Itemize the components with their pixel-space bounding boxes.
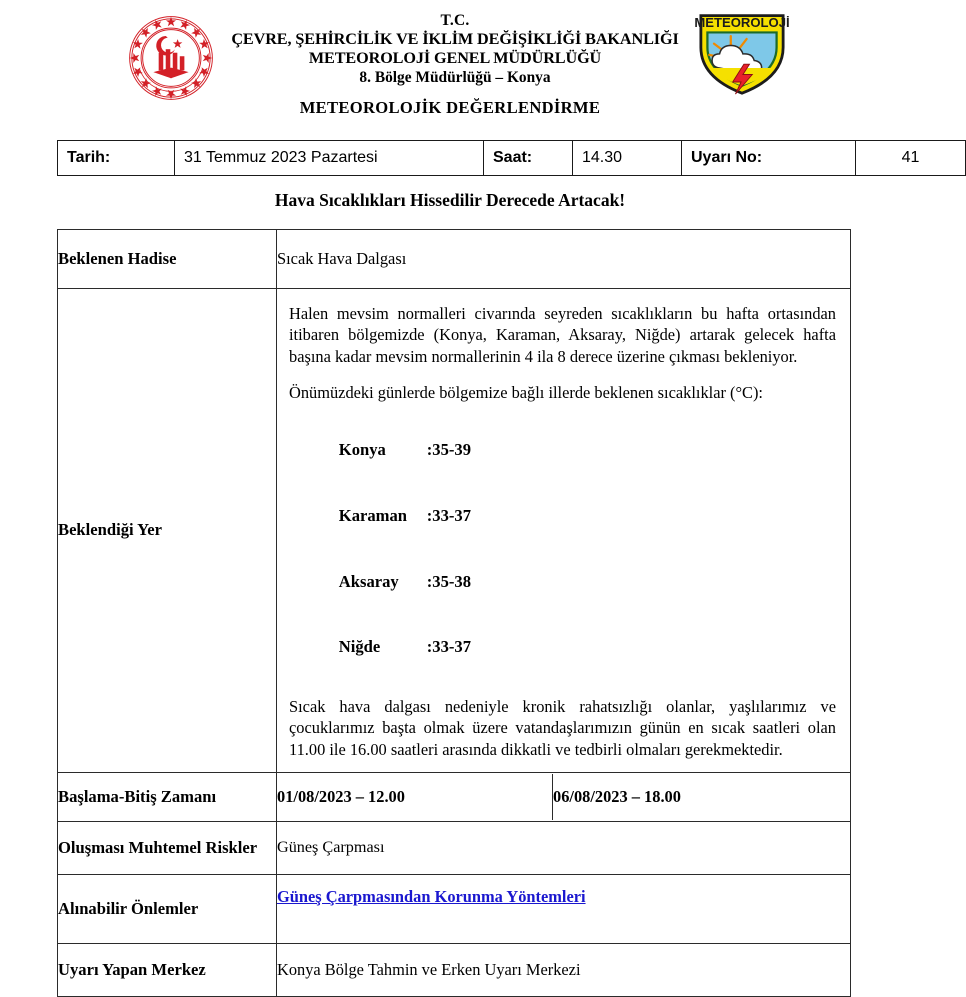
- table-row-merkez: [58, 943, 851, 996]
- yer-label: Beklendiği Yer: [58, 289, 277, 773]
- precautions-link[interactable]: Güneş Çarpmasından Korunma Yöntemleri: [277, 886, 586, 906]
- header-line-ministry: ÇEVRE, ŞEHİRCİLİK VE İKLİM DEĞİŞİKLİĞİ BAKANLIĞI: [231, 30, 679, 49]
- riskler-value: Güneş Çarpması: [277, 821, 851, 874]
- header-line-directorate: METEOROLOJİ GENEL MÜDÜRLÜĞÜ: [308, 49, 602, 68]
- zaman-values: [277, 772, 851, 821]
- uyari-no-label: Uyarı No:: [682, 141, 856, 176]
- yer-paragraph-3: Sıcak hava dalgası nedeniyle kronik rahatsızlığı olanlar, yaşlılarımız ve çocuklarımız başta olmak üzere vatandaşlarımızın günün en sıcak saatleri olan 11.00 ile 16.00 saatleri arasında dikkatli ve tedbirli olmaları gerekmektedir.: [289, 697, 836, 759]
- zaman-start: 01/08/2023 – 12.00: [277, 774, 553, 820]
- city-temp: :33-37: [426, 505, 472, 525]
- table-row-riskler: [58, 821, 851, 874]
- zaman-label: Başlama-Bitiş Zamanı: [58, 772, 277, 821]
- city-row: [289, 614, 836, 680]
- yer-content: [277, 289, 851, 773]
- tarih-value: 31 Temmuz 2023 Pazartesi: [175, 141, 484, 176]
- city-temp: :35-39: [426, 440, 472, 460]
- meteoroloji-logo-text: METEOROLOJİ: [694, 14, 790, 30]
- header-line-tc: T.C.: [440, 12, 470, 29]
- uyari-no-value: 41: [856, 141, 966, 176]
- city-name: Niğde: [338, 637, 381, 657]
- alert-headline: Hava Sıcaklıkları Hissedilir Derecede Artacak!: [274, 190, 626, 210]
- city-temp: :35-38: [426, 571, 472, 591]
- table-row-onlemler: [58, 874, 851, 943]
- hadise-value: Sıcak Hava Dalgası: [277, 230, 851, 289]
- city-temp: :33-37: [426, 637, 472, 657]
- riskler-label: Oluşması Muhtemel Riskler: [58, 821, 277, 874]
- table-row-zaman: [58, 772, 851, 821]
- tarih-label: Tarih:: [58, 141, 175, 176]
- table-row-yer: [58, 289, 851, 773]
- city-name: Karaman: [338, 505, 407, 525]
- header-title-block: [215, 12, 695, 87]
- city-temperature-list: [289, 417, 836, 680]
- city-name: Konya: [338, 440, 386, 460]
- header-line-region: 8. Bölge Müdürlüğü – Konya: [359, 68, 551, 86]
- zaman-end: 06/08/2023 – 18.00: [553, 786, 681, 806]
- onlemler-value: [277, 874, 851, 943]
- meteoroloji-logo: [694, 10, 790, 96]
- city-row: [289, 417, 836, 483]
- city-row: [289, 483, 836, 549]
- document-header: [0, 0, 900, 100]
- saat-label: Saat:: [484, 141, 573, 176]
- ministry-emblem: [127, 14, 215, 102]
- hadise-label: Beklenen Hadise: [58, 230, 277, 289]
- city-name: Aksaray: [338, 571, 399, 591]
- info-row: [58, 141, 966, 176]
- onlemler-label: Alınabilir Önlemler: [58, 874, 277, 943]
- merkez-label: Uyarı Yapan Merkez: [58, 943, 277, 996]
- page-title: METEOROLOJİK DEĞERLENDİRME: [299, 98, 601, 117]
- info-table: [57, 140, 966, 176]
- city-row: [289, 549, 836, 615]
- yer-paragraph-2: Önümüzdeki günlerde bölgemize bağlı illerde beklenen sıcaklıklar (°C):: [289, 382, 763, 402]
- saat-value: 14.30: [573, 141, 682, 176]
- evaluation-table: [57, 229, 851, 997]
- table-row-hadise: [58, 230, 851, 289]
- merkez-value: Konya Bölge Tahmin ve Erken Uyarı Merkezi: [277, 943, 851, 996]
- yer-paragraph-1: Halen mevsim normalleri civarında seyreden sıcaklıkların bu hafta ortasından itibaren bölgemizde (Konya, Karaman, Aksaray, Niğde) artarak gelecek hafta başına kadar mevsim normallerinin 4 ila 8 derece üzerine çıkması bekleniyor.: [289, 304, 836, 366]
